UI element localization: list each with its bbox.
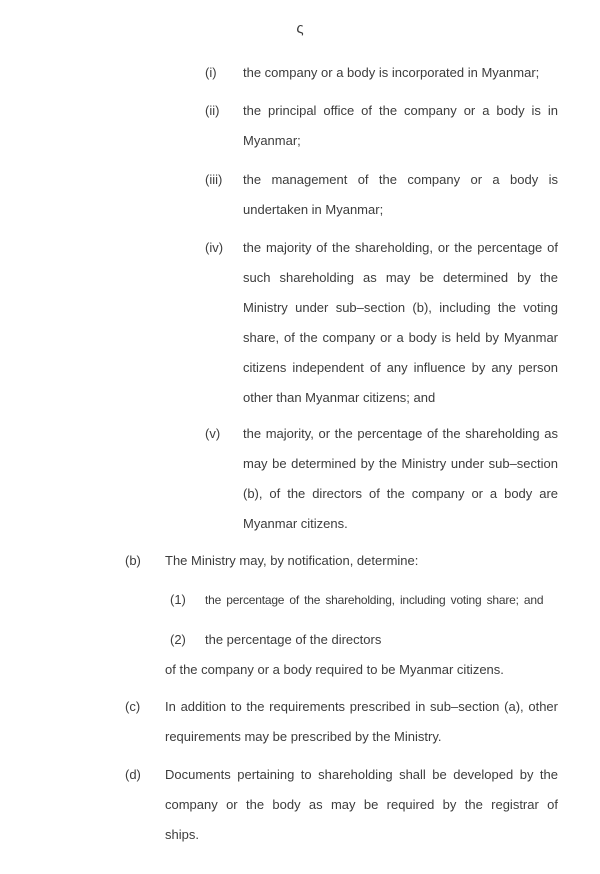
item-label: (2) xyxy=(170,632,186,647)
sub-section-c xyxy=(0,692,600,752)
item-text: the percentage of the directors xyxy=(205,632,382,647)
item-text: In addition to the requirements prescribed in sub–section (a), other requirements may be prescribed by the Ministry. xyxy=(165,699,558,744)
page-header xyxy=(0,0,600,44)
item-text: the majority of the shareholding, or the percentage of such shareholding as may be determined by the Ministry under sub–section (b), including the voting share, of the company or a body is held by Myanmar citizens independent of any influence by any person other than Myanmar citizens; and xyxy=(243,240,558,405)
roman-item-ii xyxy=(0,96,600,156)
item-label: (b) xyxy=(125,553,141,568)
item-label: (iii) xyxy=(205,172,223,187)
numbered-item-2 xyxy=(0,625,600,655)
item-text: the principal office of the company or a body is in Myanmar; xyxy=(243,103,558,148)
roman-item-v xyxy=(0,419,600,539)
item-label: (ii) xyxy=(205,103,220,118)
item-text: The Ministry may, by notification, determine: xyxy=(165,553,419,568)
sub-section-b xyxy=(0,546,600,576)
item-text: the management of the company or a body is undertaken in Myanmar; xyxy=(243,172,558,217)
item-text: the majority, or the percentage of the shareholding as may be determined by the Ministry under sub–section (b), of the directors of the company or a body are Myanmar citizens. xyxy=(243,426,558,531)
item-label: (i) xyxy=(205,65,217,80)
item-text: the company or a body is incorporated in Myanmar; xyxy=(243,65,540,80)
item-label: (iv) xyxy=(205,240,224,255)
roman-item-iv xyxy=(0,233,600,413)
item-label: (c) xyxy=(125,699,141,714)
item-label: (d) xyxy=(125,767,141,782)
roman-item-iii xyxy=(0,165,600,225)
page-number: ς xyxy=(296,20,304,37)
numbered-item-1 xyxy=(0,585,600,615)
roman-item-i xyxy=(0,58,600,88)
item-text: the percentage of the shareholding, including voting share; and xyxy=(205,593,544,607)
sub-section-b-closing: of the company or a body required to be Myanmar citizens. xyxy=(165,662,504,677)
item-text: Documents pertaining to shareholding shall be developed by the company or the body as may be required by the registrar of ships. xyxy=(165,767,558,842)
sub-section-d xyxy=(0,760,600,850)
item-label: (v) xyxy=(205,426,221,441)
item-label: (1) xyxy=(170,592,186,607)
